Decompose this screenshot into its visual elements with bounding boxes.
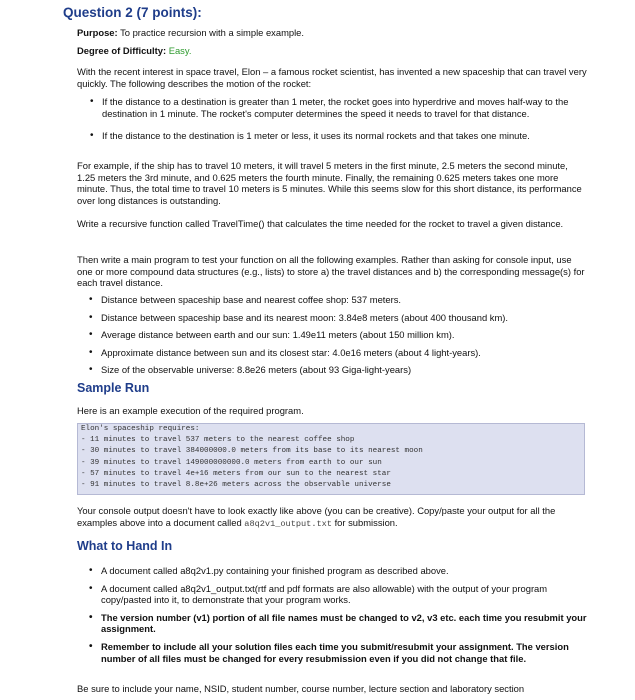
distance-item: • Distance between spaceship base and its nearest moon: 3.84e8 meters (about 400 thousand km). [89,312,589,324]
footer-note: Be sure to include your name, NSID, student number, course number, lecture section and laboratory section [77,683,525,694]
console-line: - 11 minutes to travel 537 meters to the nearest coffee shop [81,436,355,445]
output-note-end: for submission. [331,516,398,528]
purpose-line [77,27,304,39]
console-line: - 57 minutes to travel 4e+16 meters from our sun to the nearest star [81,469,391,478]
difficulty-value: Easy. [168,45,192,56]
hand-in-item: • A document called a8q2v1_output.txt(rtf and pdf formats are also allowable) with the output of your program copy/pasted into it, to demonstrate that your program works. [89,583,589,606]
output-filename: a8q2v1_output.txt [244,518,332,529]
question-title: Question 2 (7 points): [63,5,202,20]
difficulty-label: Degree of Difficulty: [77,45,167,56]
distance-item: • Approximate distance between sun and its closest star: 4.0e16 meters (about 4 light-years). [89,347,589,359]
hand-in-list [89,565,589,664]
difficulty-line [77,45,191,57]
console-line: - 39 minutes to travel 149000000000.0 meters from earth to our sun [81,458,382,467]
hand-in-item: • Remember to include all your solution files each time you submit/resubmit your assignment. The version number of all files must be changed for every resubmission even if you did not change that file. [89,641,589,664]
distance-item: • Average distance between earth and our sun: 1.49e11 meters (about 150 million km). [89,329,589,341]
sample-run-intro: Here is an example execution of the required program. [77,405,304,416]
sample-run-heading: Sample Run [77,381,150,395]
rule-item: • If the distance to the destination is 1 meter or less, it uses its normal rockets and that takes one minute. [90,130,587,142]
console-line: - 91 minutes to travel 8.8e+26 meters across the observable universe [81,481,391,490]
distances-list [89,294,589,376]
rule-item: • If the distance to a destination is greater than 1 meter, the rocket goes into hyperdrive and moves half-way to the destination in 1 minute. The rocket's computer determines the speed it needs to travel for that distance. [90,96,587,119]
purpose-label: Purpose: [77,27,118,38]
purpose-text: To practice recursion with a simple example. [120,27,305,38]
distance-item: • Distance between spaceship base and nearest coffee shop: 537 meters. [89,294,589,306]
intro-paragraph: With the recent interest in space travel, Elon – a famous rocket scientist, has invented a new spaceship that can travel very quickly. The following describes the motion of the rocket: [77,66,587,89]
output-note-paragraph [77,505,589,530]
hand-in-item: • The version number (v1) portion of all file names must be changed to v2, v3 etc. each time you resubmit your assignment. [89,612,589,635]
output-note-text: Your console output doesn't have to look exactly like above (you can be creative). Copy/paste your output for all the examples above into a document called [77,505,556,528]
rules-list [90,96,587,142]
console-line: - 30 minutes to travel 384000000.0 meters from its base to its nearest moon [81,447,423,456]
main-program-paragraph: Then write a main program to test your function on all the following examples. Rather than asking for console input, use one or more compound data structures (e.g., lists) to store a) the travel distances and b) the corresponding message(s) for each travel distance. [77,254,585,289]
task-paragraph: Write a recursive function called TravelTime() that calculates the time needed for the rocket to travel a given distance. [77,218,564,229]
distance-item: • Size of the observable universe: 8.8e26 meters (about 93 Giga-light-years) [89,364,589,376]
example-paragraph: For example, if the ship has to travel 10 meters, it will travel 5 meters in the first minute, 2.5 meters the second minute, 1.25 meters the 3rd minute, and 0.625 meters the fourth minute. Finally, the remaining 0.625 meters takes one more minute. Thus, the total time to travel 10 meters is 5 minutes. While this seems slow for this short distance, its performance over long distances is outstanding. [77,160,582,206]
hand-in-item: • A document called a8q2v1.py containing your finished program as described above. [89,565,589,577]
console-line: Elon's spaceship requires: [81,425,200,433]
console-output-box [77,423,585,495]
hand-in-heading: What to Hand In [77,539,173,553]
